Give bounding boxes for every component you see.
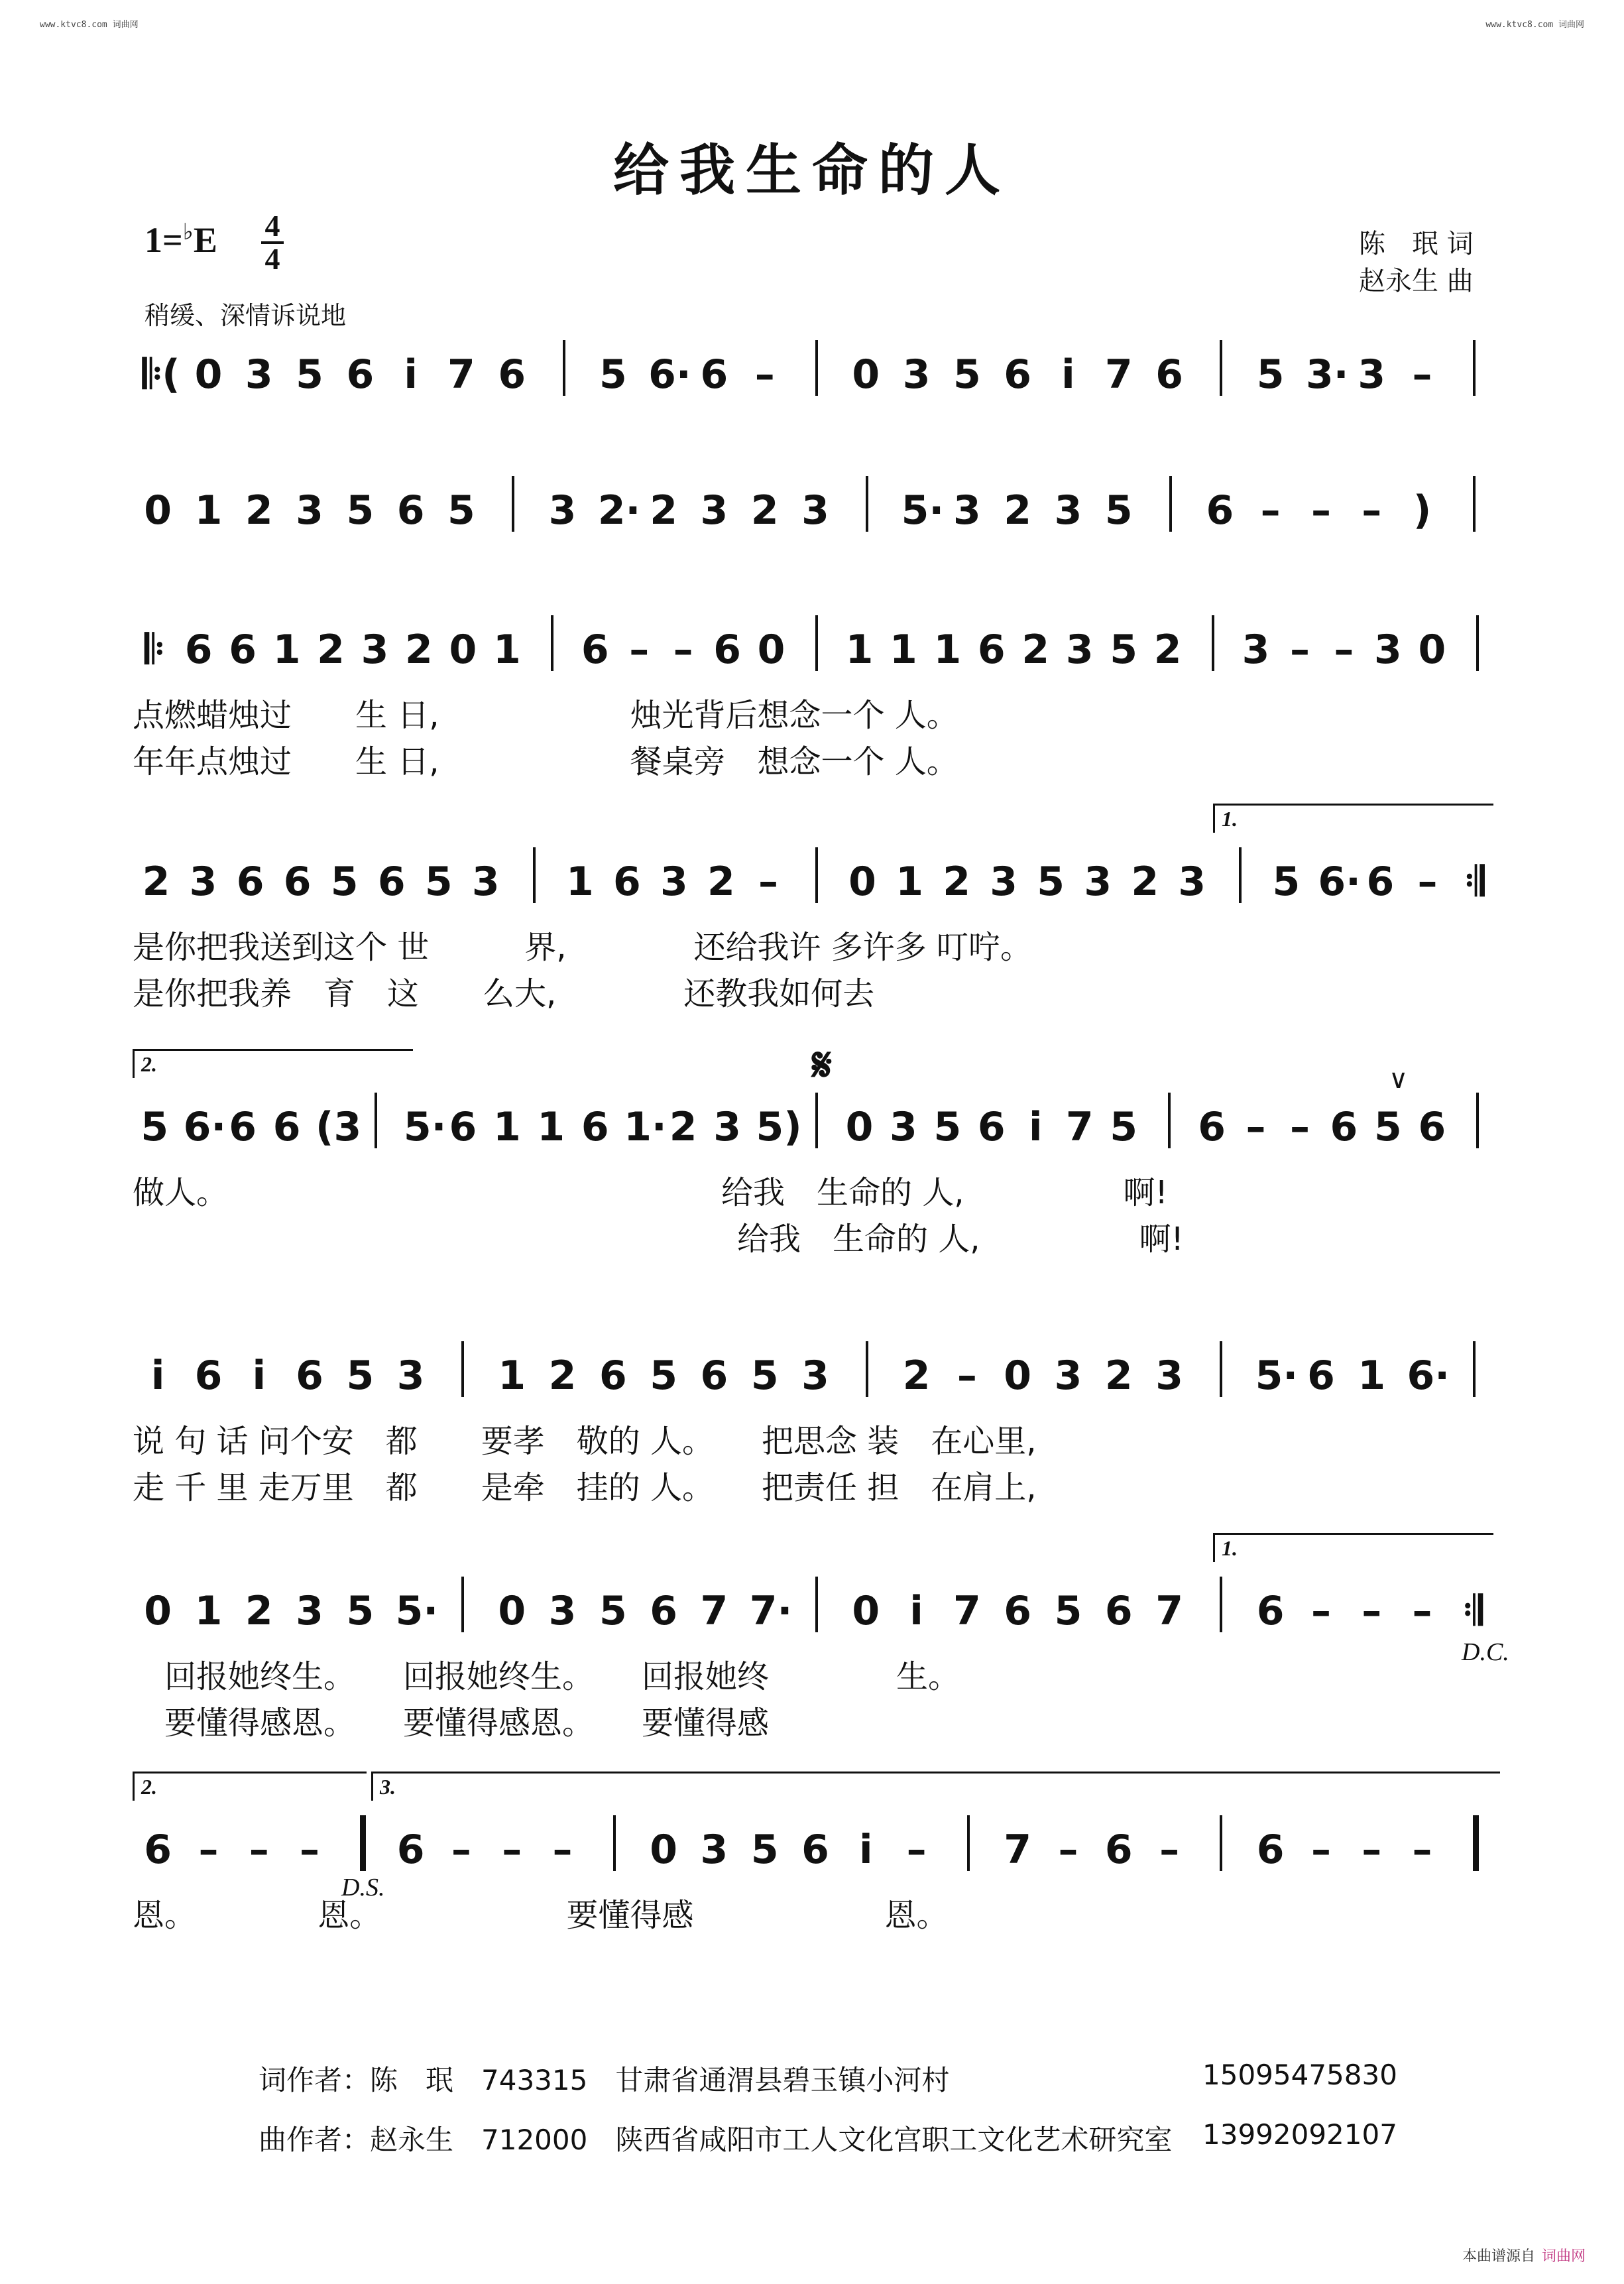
note: – (198, 1827, 219, 1873)
note: – (1159, 1827, 1180, 1873)
song-title: 给我生命的人 (612, 137, 1011, 203)
barline (461, 1341, 464, 1397)
note: 5· (403, 1104, 447, 1150)
note: 6 (1104, 1588, 1133, 1634)
note: 3 (296, 1588, 323, 1634)
barline (1476, 615, 1479, 671)
note: 6 (1004, 351, 1032, 398)
note: 5 (1256, 351, 1285, 398)
note: 6 (229, 1104, 257, 1150)
note: 3 (1054, 1352, 1082, 1399)
note: 2 (669, 1104, 697, 1150)
note: 2 (1104, 1352, 1133, 1399)
lyricist-contact: 词作者：陈 珉 743315 甘肃省通渭县碧玉镇小河村 15095475830 (259, 2059, 1397, 2096)
note: – (1310, 1827, 1331, 1873)
lyrics-line: 说 句 话 问个安 都 要孝 敬的 人。 把思念 装 在心里, (133, 1423, 1037, 1460)
note: 6 (1307, 1352, 1335, 1399)
note: – (1412, 1588, 1432, 1634)
note: 7· (749, 1588, 793, 1634)
note: 6 (1004, 1588, 1032, 1634)
note: – (1260, 487, 1281, 534)
note: 6 (184, 627, 213, 673)
notes-row (0, 484, 1624, 550)
barline (815, 340, 818, 396)
note: – (552, 1827, 573, 1873)
note: i (252, 1352, 266, 1399)
note: 6 (581, 1104, 609, 1150)
note: 3 (902, 351, 931, 398)
note: 5 (424, 859, 453, 905)
barline (815, 847, 818, 903)
barline (1168, 1093, 1171, 1148)
notes-row (0, 855, 1624, 922)
note: 6 (1366, 859, 1395, 905)
note: 6 (977, 627, 1006, 673)
lyrics-line: 走 千 里 走万里 都 是牵 挂的 人。 把责任 担 在肩上, (133, 1469, 1037, 1506)
note: 0 (449, 627, 477, 673)
note: 5 (346, 1352, 375, 1399)
note: 5 (953, 351, 981, 398)
barline (1473, 1341, 1476, 1397)
barline (563, 340, 565, 396)
note: 6· (1318, 859, 1361, 905)
note: 0 (650, 1827, 677, 1873)
note: 6· (1407, 1352, 1450, 1399)
note: 6 (801, 1827, 829, 1873)
note: 5 (1272, 859, 1301, 905)
note: 1 (493, 1104, 521, 1150)
note: 6 (1206, 487, 1234, 534)
barline (360, 1815, 366, 1871)
note: – (1058, 1827, 1078, 1873)
note: 0 (498, 1588, 526, 1634)
note: – (451, 1827, 471, 1873)
note: 5 (1373, 1104, 1402, 1150)
note: 6 (1330, 1104, 1358, 1150)
note: 3 (396, 1352, 425, 1399)
lyrics-line: 是你把我养 育 这 么大, 还教我如何去 (133, 975, 875, 1012)
note: 6 (1256, 1827, 1285, 1873)
note: i (150, 1352, 165, 1399)
note: 0 (852, 1588, 880, 1634)
note: – (1334, 627, 1354, 673)
note: 6 (377, 859, 406, 905)
note: 2 (245, 487, 273, 534)
volta-bracket: 1. (1213, 804, 1493, 833)
barline (815, 1093, 818, 1148)
barline (512, 476, 514, 532)
note: 5 (141, 1104, 169, 1150)
note: 3 (660, 859, 688, 905)
note: – (300, 1827, 320, 1873)
note: 6 (1418, 1104, 1446, 1150)
note: – (249, 1827, 269, 1873)
note: 5· (1255, 1352, 1299, 1399)
note: 3 (1065, 627, 1094, 673)
note: – (1310, 1588, 1331, 1634)
note: 6 (229, 627, 257, 673)
tempo-marking: 稍缓、深情诉说地 (145, 301, 347, 330)
note: 5 (346, 487, 375, 534)
note: 2 (1153, 627, 1182, 673)
barline (613, 1815, 616, 1871)
note: 3 (1084, 859, 1112, 905)
note: – (1246, 1104, 1266, 1150)
note: 6 (449, 1104, 477, 1150)
note: 6 (700, 1352, 728, 1399)
note: i (404, 351, 418, 398)
note: 5 (1104, 487, 1133, 534)
barline (866, 1341, 868, 1397)
note: 5) (756, 1104, 802, 1150)
note: 5 (1110, 1104, 1138, 1150)
note: 6 (1256, 1588, 1285, 1634)
barline (1476, 1093, 1479, 1148)
note: 5 (750, 1827, 779, 1873)
note: 3 (1373, 627, 1402, 673)
note: 1 (498, 1352, 526, 1399)
note: 6 (498, 351, 526, 398)
note: 3· (1305, 351, 1349, 398)
barline (533, 847, 536, 903)
note: 6 (236, 859, 264, 905)
barline (1473, 476, 1476, 532)
note: 7 (447, 351, 475, 398)
note: 0 (144, 487, 172, 534)
note: 𝄇 (1463, 1588, 1483, 1634)
notes-row (0, 1101, 1624, 1167)
note: 2 (1004, 487, 1032, 534)
notes-row (0, 1585, 1624, 1651)
dal-segno-mark: D.S. (341, 1874, 385, 1901)
lyrics-line: 恩。 恩。 要懂得感 恩。 (133, 1897, 949, 1934)
barline (1473, 1815, 1479, 1871)
barline (461, 1577, 464, 1632)
note: 6 (612, 859, 641, 905)
note: 6 (283, 859, 312, 905)
note: 0 (848, 859, 876, 905)
note: 6 (650, 1588, 677, 1634)
note: 3 (1178, 859, 1206, 905)
credits (1359, 225, 1474, 300)
notes-row (0, 348, 1624, 414)
note: – (502, 1827, 522, 1873)
note: 3 (953, 487, 981, 534)
note: – (629, 627, 650, 673)
notes-row (0, 1349, 1624, 1415)
barline (1473, 340, 1476, 396)
barline (1220, 1341, 1222, 1397)
note: 2 (548, 1352, 577, 1399)
note: 5 (346, 1588, 375, 1634)
note: 3 (471, 859, 500, 905)
barline (815, 615, 818, 671)
note: – (1289, 1104, 1310, 1150)
note: 6 (581, 627, 609, 673)
barline (967, 1815, 970, 1871)
note: 6 (346, 351, 375, 398)
note: – (1362, 487, 1382, 534)
note: – (957, 1352, 977, 1399)
lyrics-line: 年年点烛过 生 日, 餐桌旁 想念一个 人。 (133, 743, 958, 780)
note: i (858, 1827, 873, 1873)
note: 1 (565, 859, 594, 905)
note: 5 (1037, 859, 1065, 905)
note: 3 (801, 487, 829, 534)
barline (1212, 615, 1214, 671)
note: 6 (700, 351, 728, 398)
note: 𝄆 (145, 627, 164, 673)
note: 2 (943, 859, 970, 905)
note: 1 (194, 1588, 223, 1634)
note: 6 (144, 1827, 172, 1873)
barline (866, 476, 868, 532)
note: 𝄇 (1464, 859, 1485, 905)
note: 1 (194, 487, 223, 534)
note: – (754, 351, 775, 398)
note: 6 (599, 1352, 627, 1399)
note: – (1289, 627, 1310, 673)
barline (1220, 340, 1222, 396)
note: 1 (890, 627, 917, 673)
note: – (906, 1827, 927, 1873)
note: 6 (713, 627, 741, 673)
note: 2 (902, 1352, 931, 1399)
note: 6 (1104, 1827, 1133, 1873)
note: 5· (395, 1588, 439, 1634)
note: 6 (1155, 351, 1183, 398)
note: 5 (296, 351, 323, 398)
note: 3 (548, 1588, 577, 1634)
note: 5 (1110, 627, 1138, 673)
note: – (1362, 1827, 1382, 1873)
barline (1220, 1815, 1222, 1871)
site-header-left: www.ktvc8.com 词曲网 (40, 20, 139, 30)
note: 5· (901, 487, 945, 534)
note: – (1412, 351, 1432, 398)
note: 0 (757, 627, 785, 673)
note: 0 (1418, 627, 1446, 673)
note: 6 (396, 1827, 425, 1873)
note: 2 (317, 627, 345, 673)
breath-mark: ∨ (1389, 1064, 1409, 1095)
note: 3 (361, 627, 389, 673)
lyricist-credit: 陈 珉 词 (1359, 229, 1474, 259)
note: 0 (144, 1588, 172, 1634)
composer-credit: 赵永生 曲 (1359, 266, 1474, 296)
lyrics-line: 给我 生命的 人, 啊! (133, 1221, 1184, 1258)
note: 3 (1155, 1352, 1183, 1399)
da-capo-mark: D.C. (1462, 1638, 1509, 1666)
note: 2 (142, 859, 170, 905)
note: 1 (493, 627, 521, 673)
note: 5 (933, 1104, 962, 1150)
note: 7 (1155, 1588, 1183, 1634)
note: 6 (1198, 1104, 1226, 1150)
note: i (1061, 351, 1075, 398)
volta-bracket: 2. (133, 1049, 413, 1078)
note: 3 (1054, 487, 1082, 534)
note: – (1412, 1827, 1432, 1873)
note: 3 (1358, 351, 1386, 398)
lyrics-line: 点燃蜡烛过 生 日, 烛光背后想念一个 人。 (133, 697, 958, 734)
note: – (1310, 487, 1331, 534)
barline (1169, 476, 1172, 532)
note: 2 (1021, 627, 1050, 673)
note: 3 (700, 487, 728, 534)
time-signature: 4 4 (261, 211, 284, 274)
note: 7 (1065, 1104, 1094, 1150)
note: 6 (194, 1352, 223, 1399)
note: 5 (447, 487, 475, 534)
volta-bracket: 3. (371, 1772, 1500, 1801)
note: 3 (990, 859, 1017, 905)
site-header-right: www.ktvc8.com 词曲网 (1485, 20, 1584, 30)
note: 2 (405, 627, 433, 673)
note: 0 (845, 1104, 874, 1150)
note: 6 (396, 487, 425, 534)
note: 𝄆( (143, 351, 180, 398)
note: 1 (845, 627, 874, 673)
lyrics-line: 做人。 给我 生命的 人, 啊! (133, 1174, 1168, 1211)
note: 3 (296, 487, 323, 534)
note: i (909, 1588, 923, 1634)
note: (3 (316, 1104, 362, 1150)
note: – (673, 627, 693, 673)
note: 6· (183, 1104, 227, 1150)
lyrics-line: 要懂得感恩。 要懂得感恩。 要懂得感 (133, 1705, 770, 1742)
note: 3 (189, 859, 217, 905)
note: ) (1413, 487, 1432, 534)
note: 1 (537, 1104, 565, 1150)
note: 3 (548, 487, 577, 534)
note: 5 (599, 351, 627, 398)
note: 6 (272, 1104, 301, 1150)
note: 3 (890, 1104, 917, 1150)
note: 5 (330, 859, 359, 905)
composer-contact: 曲作者：赵永生 712000 陕西省咸阳市工人文化宫职工文化艺术研究室 13992092107 (259, 2118, 1397, 2156)
note: i (1028, 1104, 1043, 1150)
note: 1 (933, 627, 962, 673)
note: 7 (1004, 1827, 1032, 1873)
note: 3 (801, 1352, 829, 1399)
note: 2· (597, 487, 641, 534)
note: 7 (1104, 351, 1133, 398)
note: 1 (272, 627, 301, 673)
note: – (758, 859, 778, 905)
note: 5 (1054, 1588, 1082, 1634)
note: 1 (1358, 1352, 1386, 1399)
note: 5 (750, 1352, 779, 1399)
note: 2 (650, 487, 677, 534)
note: 6 (296, 1352, 323, 1399)
volta-bracket: 1. (1213, 1533, 1493, 1562)
note: 7 (700, 1588, 728, 1634)
barline (1239, 847, 1242, 903)
notes-row (0, 1823, 1624, 1890)
note: – (1362, 1588, 1382, 1634)
note: 5 (599, 1588, 627, 1634)
note: 6· (648, 351, 691, 398)
barline (551, 615, 553, 671)
volta-bracket: 2. (133, 1772, 367, 1801)
note: – (1417, 859, 1438, 905)
note: 0 (1004, 1352, 1032, 1399)
note: 3 (713, 1104, 741, 1150)
note: 2 (750, 487, 779, 534)
note: 1· (624, 1104, 667, 1150)
note: 3 (1242, 627, 1270, 673)
lyrics-line: 回报她终生。 回报她终生。 回报她终 生。 (133, 1658, 960, 1695)
note: 0 (194, 351, 223, 398)
key-signature: 1=♭E (145, 220, 217, 260)
barline (815, 1577, 818, 1632)
barline (1220, 1577, 1222, 1632)
note: 2 (1131, 859, 1159, 905)
lyrics-line: 是你把我送到这个 世 界, 还给我许 多许多 叮咛。 (133, 929, 1033, 966)
note: 2 (245, 1588, 273, 1634)
segno-sign: 𝄋 (812, 1038, 833, 1092)
note: 2 (707, 859, 735, 905)
note: 7 (953, 1588, 981, 1634)
source-credit[interactable]: 本曲谱源自 词曲网 (1462, 2248, 1586, 2265)
note: 1 (896, 859, 923, 905)
note: 3 (245, 351, 273, 398)
note: 6 (977, 1104, 1006, 1150)
barline (375, 1093, 377, 1148)
note: 0 (852, 351, 880, 398)
notes-row (0, 623, 1624, 690)
note: 3 (700, 1827, 728, 1873)
note: 5 (650, 1352, 677, 1399)
